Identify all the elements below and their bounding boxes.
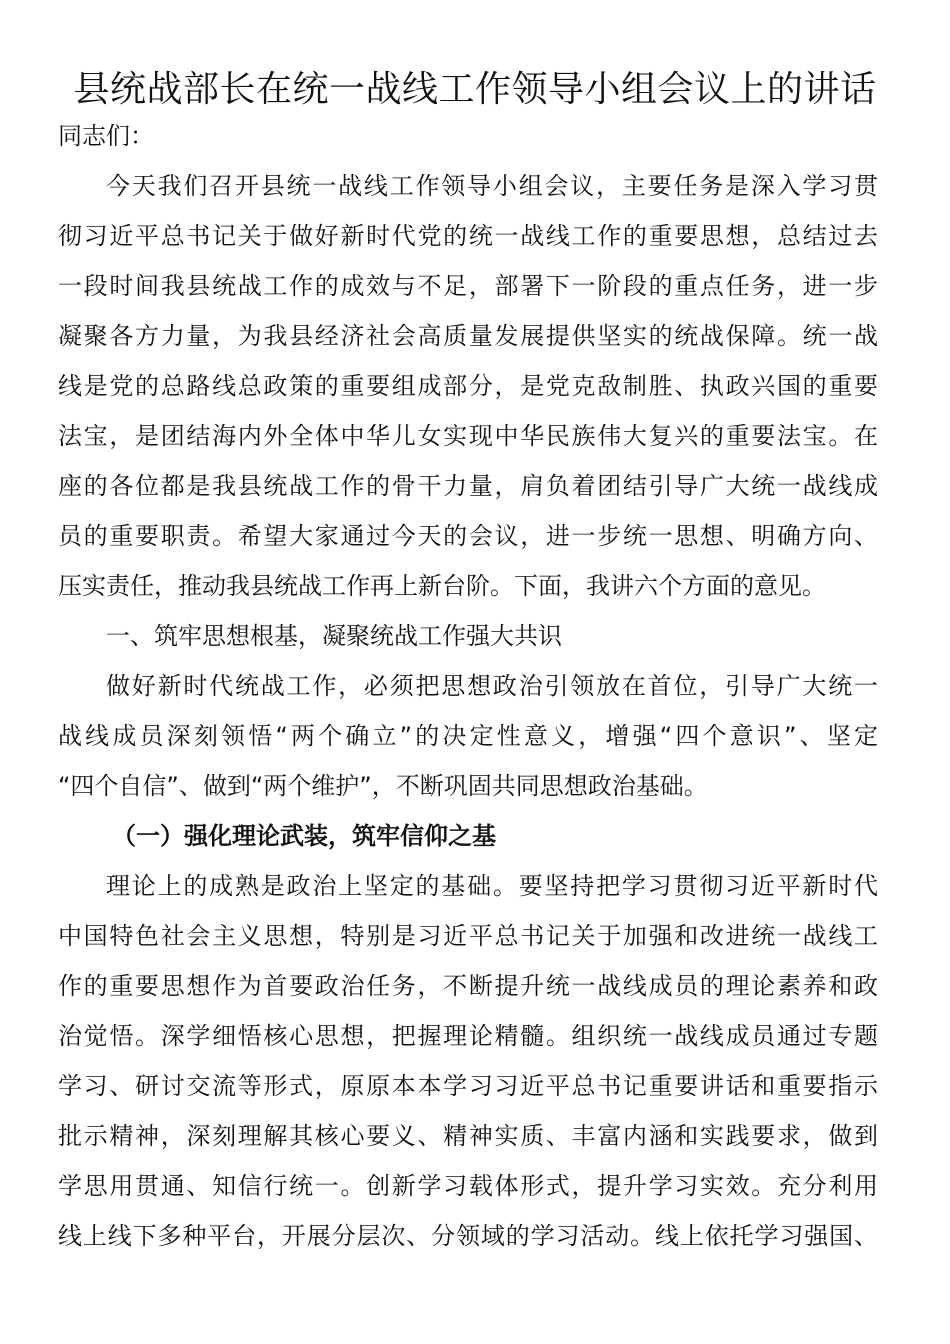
paragraph-line: 线上线下多种平台，开展分层次、分领域的学习活动。线上依托学习强国、 [58, 1222, 878, 1250]
paragraph-line: 法宝，是团结海内外全体中华儿女实现中华民族伟大复兴的重要法宝。在 [58, 422, 878, 450]
paragraph-line: 座的各位都是我县统战工作的骨干力量，肩负着团结引导广大统一战线成 [58, 472, 878, 500]
paragraph-line: 一段时间我县统战工作的成效与不足，部署下一阶段的重点任务，进一步 [58, 272, 878, 300]
paragraph-line: 做好新时代统战工作，必须把思想政治引领放在首位，引导广大统一 [106, 672, 878, 700]
paragraph-line: 员的重要职责。希望大家通过今天的会议，进一步统一思想、明确方向、 [58, 522, 878, 550]
document-title: 县统战部长在统一战线工作领导小组会议上的讲话 [73, 69, 877, 110]
paragraph-line: 批示精神，深刻理解其核心要义、精神实质、丰富内涵和实践要求，做到 [58, 1122, 878, 1150]
subsection-heading: （一）强化理论武装，筑牢信仰之基 [112, 822, 496, 850]
paragraph-line: 压实责任，推动我县统战工作再上新台阶。下面，我讲六个方面的意见。 [58, 572, 826, 600]
section-heading: 一、筑牢思想根基，凝聚统战工作强大共识 [106, 622, 562, 650]
paragraph-line: 理论上的成熟是政治上坚定的基础。要坚持把学习贯彻习近平新时代 [106, 872, 878, 900]
paragraph-line: 彻习近平总书记关于做好新时代党的统一战线工作的重要思想，总结过去 [58, 222, 878, 250]
paragraph-line: 中国特色社会主义思想，特别是习近平总书记关于加强和改进统一战线工 [58, 922, 878, 950]
paragraph-line: 学思用贯通、知信行统一。创新学习载体形式，提升学习实效。充分利用 [58, 1172, 878, 1200]
paragraph-line: 凝聚各方力量，为我县经济社会高质量发展提供坚实的统战保障。统一战 [58, 322, 878, 350]
paragraph-line: 战线成员深刻领悟“两个确立”的决定性意义，增强“四个意识”、坚定 [58, 722, 878, 750]
paragraph-line: 今天我们召开县统一战线工作领导小组会议，主要任务是深入学习贯 [106, 172, 878, 200]
paragraph-line: 作的重要思想作为首要政治任务，不断提升统一战线成员的理论素养和政 [58, 972, 878, 1000]
paragraph-line: 学习、研讨交流等形式，原原本本学习习近平总书记重要讲话和重要指示 [58, 1072, 878, 1100]
salutation: 同志们： [58, 122, 154, 150]
paragraph-line: 治觉悟。深学细悟核心思想，把握理论精髓。组织统一战线成员通过专题 [58, 1022, 878, 1050]
paragraph-line: 线是党的总路线总政策的重要组成部分，是党克敌制胜、执政兴国的重要 [58, 372, 878, 400]
paragraph-line: “四个自信”、做到“两个维护”，不断巩固共同思想政治基础。 [58, 772, 708, 800]
